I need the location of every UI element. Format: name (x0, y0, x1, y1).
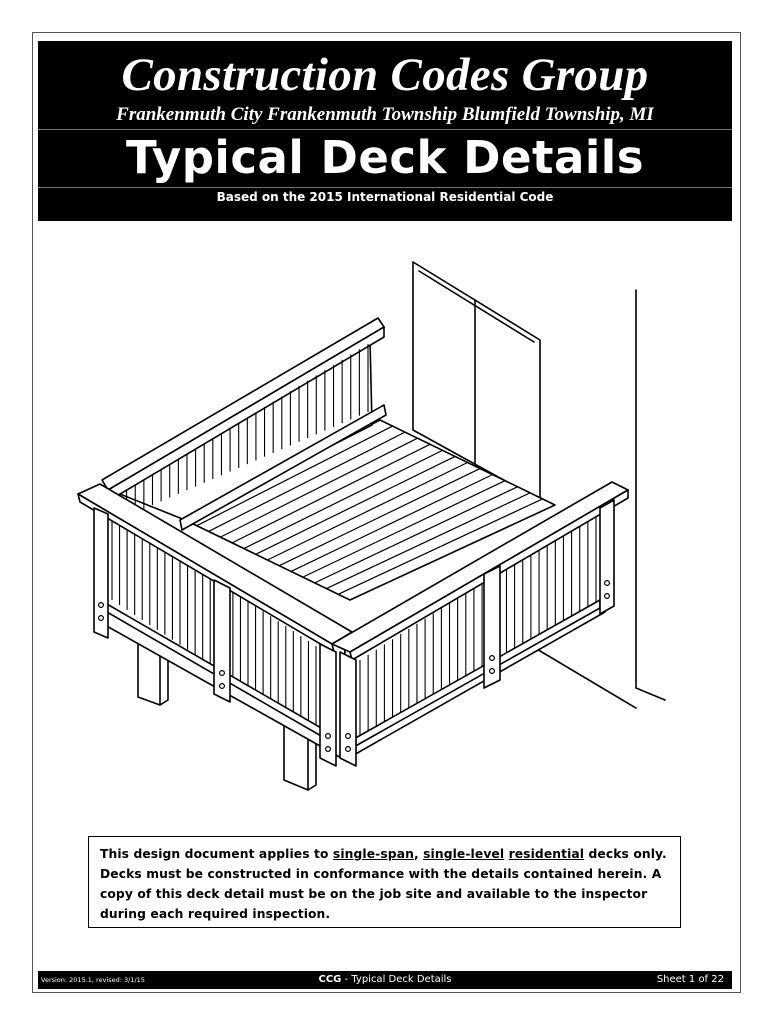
notice-term-single-level: single-level (423, 847, 505, 861)
notice-term-single-span: single-span (332, 847, 414, 861)
notice-box (88, 836, 681, 928)
notice-intro: This design document applies to (100, 847, 333, 861)
notice-separator: , (413, 847, 424, 861)
footer-document-label (38, 973, 732, 987)
notice-text (100, 844, 670, 924)
footer-doc-name: Typical Deck Details (351, 974, 452, 985)
title-header (38, 41, 732, 221)
jurisdictions-line: Frankenmuth City Frankenmuth Township Blumfield Township, MI (116, 104, 654, 125)
sheet-number: Sheet 1 of 22 (656, 974, 724, 985)
notice-term-residential: residential (508, 847, 585, 861)
notice-body: decks only. Decks must be constructed in conformance with the details contained herein. A copy of this deck detail must be on the job site and available to the inspector during each required inspection. (100, 847, 667, 921)
version-label: Version: 2015.1, revised: 3/1/15 (41, 976, 145, 984)
footer-brand: CCG (318, 974, 342, 985)
organization-name: Construction Codes Group (121, 49, 649, 101)
document-title: Typical Deck Details (126, 131, 644, 184)
deck-illustration (60, 240, 710, 800)
header-divider (38, 187, 732, 188)
code-basis-subtitle: Based on the 2015 International Residential Code (216, 190, 554, 204)
footer-separator: - (341, 974, 352, 985)
footer-bar (38, 971, 732, 989)
